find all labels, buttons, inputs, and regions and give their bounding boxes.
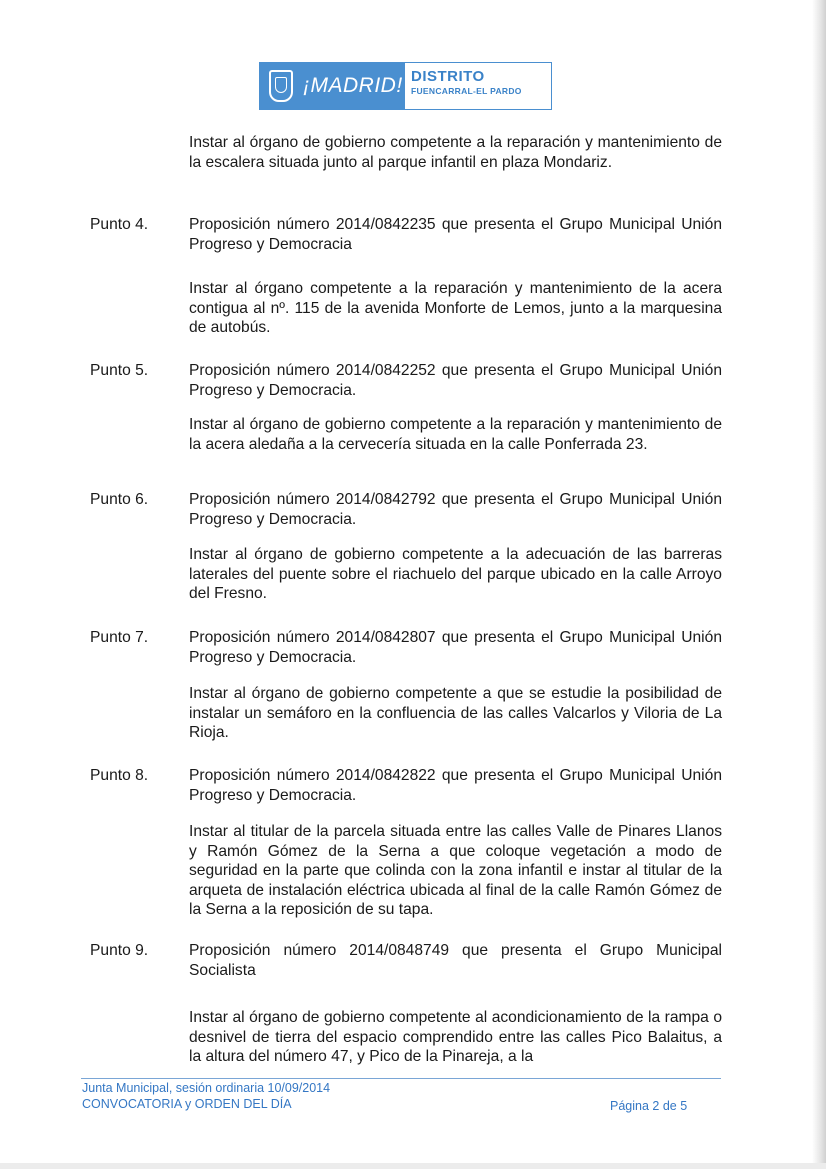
item-body: Instar al órgano de gobierno competente a que se estudie la posibilidad de instalar un semáforo en la confluencia de las calles Valcarlos y Viloria de La Rioja. [189, 685, 722, 741]
item-label: Punto 5. [90, 362, 149, 379]
page-edge-shadow [812, 0, 826, 1169]
madrid-district-logo [259, 62, 552, 110]
footer-page-number: Página 2 de 5 [610, 1099, 688, 1113]
footer-session: Junta Municipal, sesión ordinaria 10/09/2014 [82, 1081, 331, 1095]
item-body: Instar al titular de la parcela situada entre las calles Valle de Pinares Llanos y Ramón Gómez de la Serna a que coloque vegetación a modo de seguridad en la parte que colinda con la zona infantil e instar al titular de la arqueta de instalación eléctrica ubicada al final de la calle Ramón Gómez de la Serna a la reposición de su tapa. [189, 823, 722, 918]
page-bottom-edge [0, 1163, 826, 1169]
item-body: Instar al órgano de gobierno competente a la adecuación de las barreras laterales del puente sobre el riachuelo del parque ubicado en la calle Arroyo del Fresno. [189, 546, 722, 602]
item-title: Proposición número 2014/0848749 que presenta el Grupo Municipal Socialista [189, 942, 722, 979]
footer-divider [81, 1078, 721, 1079]
item-body: Instar al órgano competente a la reparación y mantenimiento de la acera contigua al nº. 115 de la avenida Monforte de Lemos, junto a la marquesina de autobús. [189, 280, 722, 336]
item-title: Proposición número 2014/0842235 que presenta el Grupo Municipal Unión Progreso y Democracia [189, 216, 722, 253]
item-body: Instar al órgano de gobierno competente al acondicionamiento de la rampa o desnivel de tierra del espacio comprendido entre las calles Pico Balaitus, a la altura del número 47, y Pico de la Pinareja, a la [189, 1009, 722, 1065]
item-title: Proposición número 2014/0842822 que presenta el Grupo Municipal Unión Progreso y Democracia. [189, 767, 722, 804]
item-label: Punto 9. [90, 942, 149, 959]
logo-wordmark: ¡MADRID! [303, 74, 403, 97]
item-label: Punto 6. [90, 491, 149, 508]
logo-district-block [405, 62, 552, 110]
item-title: Proposición número 2014/0842252 que presenta el Grupo Municipal Unión Progreso y Democracia. [189, 362, 722, 399]
logo-district-name: FUENCARRAL-EL PARDO [411, 86, 522, 96]
logo-distrito-text: DISTRITO [411, 68, 485, 85]
logo-brand-block [259, 62, 405, 110]
madrid-crest-icon [269, 70, 293, 102]
item-body: Instar al órgano de gobierno competente a la reparación y mantenimiento de la acera aledaña a la cervecería situada en la calle Ponferrada 23. [189, 416, 722, 453]
footer-document-title: CONVOCATORIA y ORDEN DEL DÍA [82, 1097, 292, 1111]
item-title: Proposición número 2014/0842807 que presenta el Grupo Municipal Unión Progreso y Democracia. [189, 629, 722, 666]
item-label: Punto 8. [90, 767, 149, 784]
item-title: Proposición número 2014/0842792 que presenta el Grupo Municipal Unión Progreso y Democracia. [189, 491, 722, 528]
intro-paragraph: Instar al órgano de gobierno competente a la reparación y mantenimiento de la escalera situada junto al parque infantil en plaza Mondariz. [189, 134, 722, 171]
item-label: Punto 7. [90, 629, 149, 646]
item-label: Punto 4. [90, 216, 149, 233]
